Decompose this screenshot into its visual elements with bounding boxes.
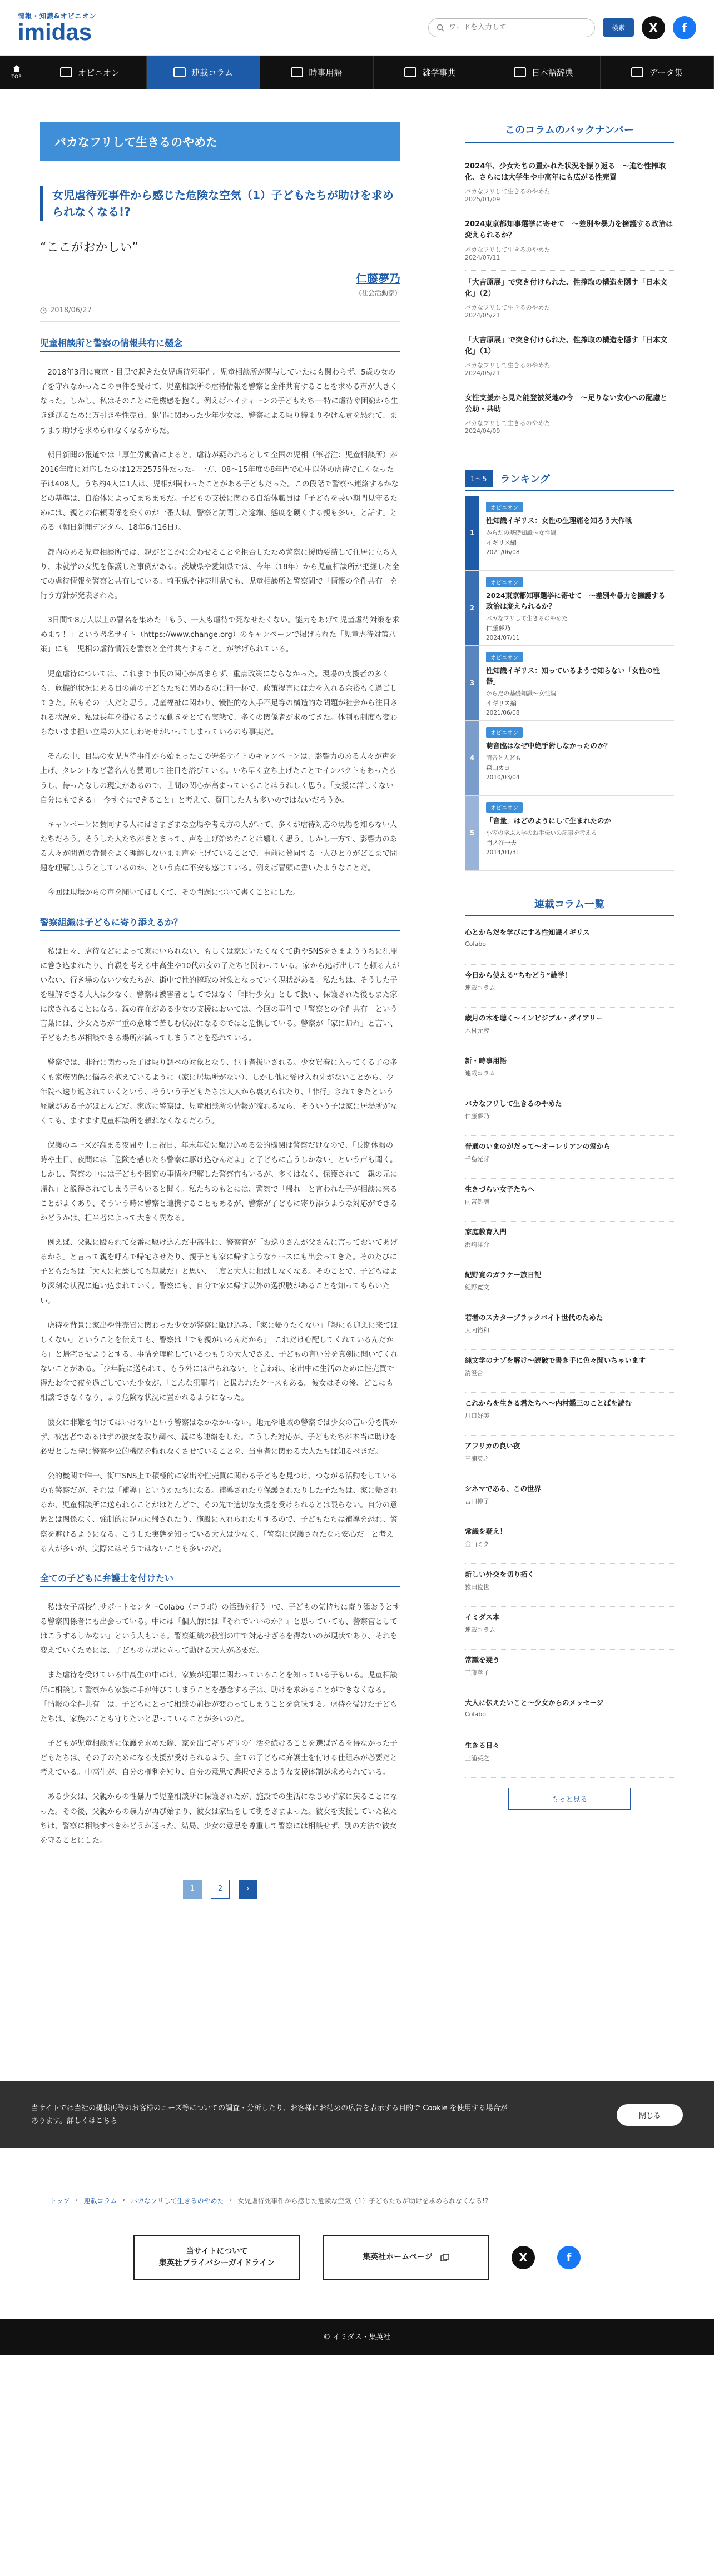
ranking-title: 性知識イギリス：女性の生理痛を知ろう大作戦 — [486, 516, 632, 525]
series-title: 普通のいまのがだって〜オーレリアンの窓から — [465, 1142, 611, 1151]
ranking-header — [465, 470, 674, 491]
data-icon — [631, 67, 643, 77]
series-author: 三浦英之 — [465, 1755, 489, 1762]
clock-icon — [40, 307, 47, 314]
ranking-body — [479, 646, 674, 720]
article-paragraph: そんな中、目黒の女児虐待事件から始まったこの署名サイトのキャンペーンは、影響力のある人々が声を上げ、タレントなど著名人も賛同して注目を浴びている。いち早く立ち上げたことでインパクトもあったろうし、待ったなしの現実があるので、世間の関心が高まっていることはうれしく思う。「支援に詳しくない自分にもできる」「今すぐにできること」と考えて、賛同した人も多いのではないだろうか。 — [40, 753, 397, 805]
article-paragraph: 2018年3月に東京・目黒で起きた女児虐待死事件。児童相談所が関与していたにも関わらず、5歳の女の子を守れなかったこの事件を受けて、児童相談所の虐待情報を警察と全件共有することを求める声が大きくなった。しかし、私はそのことに危機感を抱く。例えばハイティーンの子どもたち──特に虐待や困窮から生き延びるために万引きや性売買、犯罪に関わった少年少女は、警察による取り締まりやけん責を恐れて、ますます助けを求められなくなるからだ。 — [40, 368, 398, 435]
footer-facebook-icon[interactable]: f — [557, 2246, 581, 2269]
backnumber-title: 「大吉原展」で突き付けられた、性搾取の構造を隠す「日本文化」（1） — [465, 336, 668, 356]
breadcrumb-column[interactable]: 連載コラム — [83, 2196, 117, 2205]
series-author: Colabo — [465, 940, 486, 948]
series-title: 常識を疑う — [465, 1656, 500, 1665]
breadcrumb-separator: › — [122, 2195, 126, 2204]
article-paragraph: 私は日々、虐待などによって家にいられない、もしくは家にいたくなくて街やSNSをさまよううちに犯罪に巻き込まれたり、自殺を考える中高生や10代の女の子たちと関わっている。家から逃げ出しても頼る人がいない、行き場のない少女たちが、街中で性的搾取の対象となっていく現状がある。私たちは、そうした子を理解できる大人は少なく、警察は被害者としてではなく「非行少女」として扱い、保護された後もまた家に戻されることになる。親の存在がある少女の支援においては、今回の事件で「警察との全件共有」という言葉には、少女たちが二重の意味で苦しむ状況になるのではと危惧している。警察が「家に帰れ」と言い、子どもたちが相談できる場所が減ってしまうことを恐れている。 — [40, 947, 400, 1043]
series-title: 今日から使える“ちむどう”雑学！ — [465, 971, 572, 980]
series-list-item[interactable] — [465, 1008, 674, 1050]
ranking-date: 2021/06/08 — [486, 549, 520, 556]
article-paragraph: 子どもが児童相談所に保護を求めた際、家を出てギリギリの生活を続けることを選ばざるを得なかった子どもたちは、その子のためになる支援が受けられるよう、全ての子どもに弁護士を付ける仕組みが必要だと考えている。中高生が、自分の権利を知り、自分の意思で選択できるような支援体制が求められている。 — [40, 1739, 398, 1777]
ranking-series: バカなフリして生きるのやめた — [486, 615, 568, 622]
ranking-heading: ランキング — [500, 473, 551, 485]
article-paragraph: 例えば、父親に殴られて交番に駆け込んだ中高生に、警察官が「お巡りさんが父さんに言っておいてあげるから」と言って親を呼んで帰宅させたり、親子とも家に帰すようなケースにも出会ってきた。そのたびに子どもたちは「大人に相談しても無駄だ」と思い、二度と大人に相談しなくなる。そのことで、子どもはより深刻な状況に追い込まれていく。警察にも、自分で家に帰す以外の選択肢があることを知ってもらいたい。 — [40, 1239, 398, 1306]
ranking-author: 岡ノ谷一夫 — [486, 839, 517, 847]
series-list-item[interactable] — [465, 1436, 674, 1478]
series-title: 家庭教育入門 — [465, 1228, 507, 1237]
ranking-date: 2021/06/08 — [486, 709, 520, 716]
ranking-body — [479, 796, 674, 870]
ranking-series: からだの基礎知識〜女性編 — [486, 530, 556, 537]
backnumber-heading: このコラムのバックナンバー — [465, 122, 674, 143]
ranking-item[interactable] — [465, 496, 674, 571]
privacy-guideline-label: 当サイトについて 集英社プライバシーガイドライン — [158, 2246, 275, 2268]
series-title: 大人に伝えたいこと〜少女からのメッセージ — [465, 1698, 604, 1707]
article-paragraph: 今回は現場からの声を聞いてほしくて、その問題について書くことにした。 — [47, 889, 301, 898]
series-author: 連載コラム — [465, 984, 495, 992]
backnumber-date: 2024/04/09 — [465, 427, 500, 435]
shueisha-homepage-label: 集英社ホームページ — [363, 2253, 433, 2262]
ranking-author: イギリス編 — [486, 699, 517, 707]
nav-dictionary-label: 日本語辞典 — [531, 67, 573, 78]
backnumber-item[interactable] — [465, 212, 674, 270]
ranking-body — [479, 721, 674, 795]
series-title: 常識を疑え！ — [465, 1527, 507, 1536]
logo-text: imidas — [18, 19, 92, 45]
ranking-series: からだの基礎知識〜女性編 — [486, 690, 556, 697]
publish-date-text: 2018/06/27 — [50, 306, 92, 315]
article-paragraph: 児童虐待については、これまで市民の関心が高まらず、重点政策にならなかった。現場の支援者の多くも、危機的状況にある目の前の子どもたちに関わるのに精一杯で、政策提言には力を入れる余裕もく過ごしてきた。私もその一人だと思う。児童福祉に関わり、慢性的な人手不足等の構造的な問題が社会から注目される状況を、私は長年を掛けるような動きをとても実態で、多くの関係者が求めてきた。体制も制度も変わらないまま担い立場の人にしわ寄せがいってしまっているのも事実だ。 — [40, 670, 398, 737]
ranking-date: 2010/03/04 — [486, 774, 520, 781]
backnumber-item[interactable] — [465, 386, 674, 444]
ranking-date: 2014/01/31 — [486, 849, 520, 856]
series-list-item[interactable] — [465, 1735, 674, 1778]
backnumber-item[interactable] — [465, 155, 674, 212]
ranking-title: 2024東京都知事選挙に寄せて 〜差別や暴力を擁護する政治は変えられるか？ — [486, 591, 666, 611]
search-box — [428, 18, 595, 37]
page-body — [40, 89, 674, 1949]
backnumber-date: 2024/05/21 — [465, 311, 500, 319]
terms-icon — [291, 67, 303, 77]
more-button[interactable]: もっと見る — [508, 1788, 631, 1810]
article-paragraph: 警察では、非行に関わった子は取り調べの対象となり、犯罪者扱いされる。少女買春に入ってくる子の多くも家族関係に悩みを抱えているように（家に居場所がない）、しかし他に受け入れ先がないことから、少年院へ送り返されていくという、そういう子どもたちは大人から裏切られたり、「非行」されてきたという経験がある子がほとんどだ。家族に警察は、児童相談所の情報が流れるなら、そういう子は家に居場所がなくても、ますます児童相談所を頼れなくなるだろう。 — [40, 1059, 398, 1126]
series-list-item[interactable] — [465, 1607, 674, 1650]
global-nav — [0, 56, 714, 89]
article-paragraph: 私は女子高校生サポートセンターColabo（コラボ）の活動を行う中で、子どもの気持ちに寄り添おうとする警察関係者にも出会っている。中には「個人的には『それでいいのか？』と思っていても、警察官としてはこうするしかない」という人もいる。警察組織の役割の中で対応せざるを得ないのが現状であり、それを変えていくためには、子どもの立場に立って動ける大人が必要だ。 — [40, 1603, 400, 1656]
nav-trivia-label: 雑学事典 — [422, 67, 456, 78]
series-author: 川口好美 — [465, 1412, 489, 1420]
series-author: Colabo — [465, 1711, 486, 1718]
series-title: シネマである、この世界 — [465, 1484, 542, 1493]
series-list-item[interactable] — [465, 965, 674, 1008]
x-icon[interactable]: X — [642, 16, 665, 39]
author-block — [40, 270, 400, 297]
article-paragraph: キャンペーンに賛同する人にはさまざまな立場や考え方の人がいて、多くが虐待対応の現場を知らない人たちだろう。そうした人たちがまとまって、声を上げ始めたことは嬉しく思う。しかし一方で、影響力のある人々が問題の背景をよく理解しないまま声を上げていることで、事前に賛同する一人ひとりがどこまで問題を理解しようとしているのか、という点に不安も感じている。例えば冒頭に書いたようなことだ。 — [40, 820, 398, 873]
search-icon — [437, 24, 444, 32]
backnumber-date: 2024/05/21 — [465, 370, 500, 377]
ranking-series: 小笠の学ぶ入学のお手伝いの記事を考える — [486, 830, 597, 837]
ranking-list — [465, 496, 674, 871]
series-list-item[interactable] — [465, 1093, 674, 1136]
ranking-body — [479, 496, 674, 570]
breadcrumb-current: 女児虐待死事件から感じた危険な空気（1）子どもたちが助けを求められなくなる!? — [237, 2196, 489, 2205]
ranking-tag: オピニオン — [486, 502, 523, 512]
copyright: © イミダス・集英社 — [0, 2319, 714, 2355]
series-title: 生きづらい女子たちへ — [465, 1185, 535, 1194]
series-author: 仁藤夢乃 — [465, 1113, 489, 1120]
backnumber-series: バカなフリして生きるのやめた — [465, 303, 551, 311]
series-list-item[interactable] — [465, 1521, 674, 1564]
ranking-number: 2 — [465, 571, 479, 645]
series-title: 歳月の木を聴く〜インビジブル・ダイアリー — [465, 1014, 603, 1023]
column-icon — [173, 67, 186, 77]
series-author: 大内裕和 — [465, 1327, 489, 1334]
ranking-tag: オピニオン — [486, 652, 523, 662]
series-list-item[interactable] — [465, 1136, 674, 1179]
cookie-close-button[interactable]: 閉じる — [617, 2104, 683, 2126]
ranking-number: 4 — [465, 721, 479, 795]
series-list-item[interactable] — [465, 1393, 674, 1436]
search-button[interactable]: 検索 — [603, 18, 634, 37]
series-title: 心とからだを学びにする性知識イギリス — [465, 928, 590, 937]
site-logo[interactable] — [18, 11, 96, 44]
publish-date — [40, 306, 400, 322]
article-paragraph: 3日間で8万人以上の署名を集めた「もう、一人も虐待で死なせたくない。能力をあげて児童虐待対策を求めます！」という署名サイト（https://www.change.org）のキャンペーンで掲げられた「児童虐待対策八策」にも「児相の虐待情報を警察と全件共有すること」が挙げられている。 — [40, 616, 400, 654]
backnumber-item[interactable] — [465, 271, 674, 328]
series-list-heading: 連載コラム一覧 — [465, 896, 674, 916]
trivia-icon — [404, 67, 416, 77]
article-paragraph: 保護のニーズが高まる夜間や土日祝日、年末年始に駆け込める公的機関は警察だけなので、「長期休暇の時や土日、夜間には「危険を感じたら警察に駆け込むんだよ」と子どもに言うしかない」という声も聞く。しかし、警察の中には子どもや困窮の事情を理解した警察官もいるが、多くはなく、保護されて「親の元に帰れ」と説得されてしまう子もいると聞く。私たちのもとには、警察で「帰れ」と言われた子が相談に来ることがよくあり、そういう時に警察と連携することもあるが、警察が子どもに寄り添うような対応ができるかどうかは、担当者によって大きく異なる。 — [40, 1142, 398, 1223]
series-banner[interactable]: バカなフリして生きるのやめた — [40, 122, 400, 161]
cookie-policy-link[interactable]: こちら — [95, 2117, 117, 2125]
series-author: 猿田佐世 — [465, 1583, 489, 1591]
ranking-author: 森山カヨ — [486, 764, 510, 772]
article-main — [40, 122, 400, 1949]
ranking-title: 萌音臨はなぜ中絶手術しなかったのか？ — [486, 741, 612, 750]
article-paragraph: 彼女に非難を向けてはいけないという警察はなかなかいない。地元や地域の警察では少女の言い分を聞かず、被害者であるはずの彼女を取り調べ、親にも連絡をした。こうした対応が、子どもたちが本当に助けを必要とした時に警察や公的機関を頼れなくさせていることを、当事者に関わる大人たちは知るべきだ。 — [40, 1418, 398, 1456]
series-list-item[interactable] — [465, 922, 674, 965]
article-paragraph: 朝日新聞の報道では「厚生労働省によると、虐待が疑われるとして全国の児相（筆者注：児童相談所）が2016年度に対応したのは12万2575件だった。一方、08〜15年度の8年間で心中以外の虐待で亡くなった子は408人。うち約4人に1人は、児相が関わったことがある子どもだった。この段階で警察へ連絡するかなどの基準は、自治体によってまちまちだ。子どもの支援に関わる自治体職員は「子どもを長い期間見守るためには、親との信頼関係を築くのが一番大切。警察と訪問した途端、態度を硬くする親も多い」と話す」とある（朝日新聞デジタル、18年6月16日）。 — [40, 451, 399, 532]
author-affiliation: (社会活動家) — [359, 289, 398, 297]
author-name[interactable]: 仁藤夢乃 — [356, 272, 400, 285]
article-paragraph: また虐待を受けている中高生の中には、家族が犯罪に関わっていることを知っている子もいる。児童相談所に相談して警察から家族に手が伸びてしまうことを懸念する子は、助けを求めることができなくなる。「情報の全件共有」は、子どもにとって相談の前提が変わってしまうことを意味する。虐待を受けた子どもたちは、家族のことも守りたいと思っていることが多いのだ。 — [40, 1671, 398, 1723]
series-title: 新・時事用語 — [465, 1057, 507, 1065]
footer-x-icon[interactable]: X — [512, 2246, 535, 2269]
nav-data[interactable] — [601, 56, 714, 89]
ranking-body — [479, 571, 674, 645]
ranking-series: 萌音と人ども — [486, 755, 521, 762]
backnumber-series: バカなフリして生きるのやめた — [465, 246, 551, 253]
ranking-number: 3 — [465, 646, 479, 720]
search-input[interactable] — [449, 23, 587, 32]
series-title: 新しい外交を切り拓く — [465, 1570, 535, 1579]
ranking-number: 5 — [465, 796, 479, 870]
series-title: これからを生きる君たちへ〜内村鑑三のことばを読む — [465, 1399, 632, 1408]
backnumber-title: 女性支援から見た能登被災地の今 〜足りない安心への配慮と公助・共助 — [465, 394, 668, 414]
page-1[interactable]: 1 — [183, 1880, 202, 1899]
home-icon — [12, 64, 21, 72]
series-title: アフリカの良い夜 — [465, 1442, 520, 1451]
series-author: 工藤孝子 — [465, 1669, 489, 1677]
series-author: 連載コラム — [465, 1626, 495, 1634]
nav-top-label: TOP — [11, 74, 22, 80]
ranking-tag: オピニオン — [486, 727, 523, 738]
ranking-tag: オピニオン — [486, 802, 523, 813]
pagination — [40, 1880, 400, 1899]
backnumber-series: バカなフリして生きるのやめた — [465, 362, 551, 370]
series-list-item[interactable] — [465, 1350, 674, 1393]
ranking-title: 性知識イギリス：知っているようで知らない「女性の性器」 — [486, 666, 660, 686]
series-author: 雨宮処凛 — [465, 1198, 489, 1206]
nav-dictionary[interactable] — [487, 56, 601, 89]
opinion-icon — [60, 67, 72, 77]
section-heading: 警察組織は子どもに寄り添えるか？ — [40, 915, 400, 931]
backnumber-list — [465, 155, 674, 444]
breadcrumb-separator: › — [229, 2195, 232, 2204]
ranking-item[interactable] — [465, 796, 674, 871]
series-title: 若者のスカターブラックバイト世代のためた — [465, 1313, 603, 1322]
ranking-number: 1 — [465, 496, 479, 570]
sidebar — [465, 122, 674, 1949]
article-paragraph: 公的機関で唯一、街中SNS上で積極的に家出や性売買に関わる子どもを見つけ、つながる活動をしているのも警察だが、それは「補導」というかたちになる。補導されたり保護されたりした子たちは、家に帰されるか、児童相談所に送られることがほとんどで、その先で適切な支援を受けられるとは限らない。自分の意思とは関係なく、強制的に親元に帰されたり、施設に入れられたりするので、子どもたちは補導を恐れ、警察を避けるようになる。こうした実態を知っている大人は少なく、「警察に保護されたなら安心だ」と考える人が多いが、実際にはそうではないことも多いのだ。 — [40, 1472, 398, 1553]
nav-column-label: 連載コラム — [191, 67, 233, 78]
nav-opinion-label: オピニオン — [77, 67, 120, 78]
series-list-item[interactable] — [465, 1478, 674, 1521]
ranking-author: イギリス編 — [486, 539, 517, 547]
article-subtitle: “ここがおかしい” — [40, 241, 138, 255]
series-list-item[interactable] — [465, 1307, 674, 1350]
backnumber-series: バカなフリして生きるのやめた — [465, 188, 551, 196]
backnumber-title: 2024東京都知事選挙に寄せて 〜差別や暴力を擁護する政治は変えられるか？ — [465, 220, 673, 240]
backnumber-series: バカなフリして生きるのやめた — [465, 420, 551, 427]
nav-top[interactable] — [0, 56, 33, 89]
series-author: 三浦英之 — [465, 1455, 489, 1463]
nav-terms-label: 時事用語 — [309, 67, 343, 78]
ranking-tag: オピニオン — [486, 577, 523, 587]
series-author: 木村元彦 — [465, 1027, 489, 1035]
series-list-item[interactable] — [465, 1264, 674, 1307]
next-page-button[interactable]: › — [239, 1880, 257, 1899]
series-list-item[interactable] — [465, 1050, 674, 1093]
series-author: 連載コラム — [465, 1070, 495, 1078]
backnumber-item[interactable] — [465, 328, 674, 386]
nav-trivia[interactable] — [374, 56, 487, 89]
series-author: 金山ミク — [465, 1541, 489, 1548]
nav-column[interactable] — [147, 56, 260, 89]
ranking-author: 仁藤夢乃 — [486, 624, 510, 632]
page-2[interactable]: 2 — [211, 1880, 230, 1899]
footer-links — [0, 2213, 714, 2319]
nav-current-terms[interactable] — [260, 56, 374, 89]
facebook-icon[interactable]: f — [673, 16, 696, 39]
series-author: 吉田伸子 — [465, 1498, 489, 1506]
series-list-item[interactable] — [465, 1692, 674, 1735]
shueisha-homepage-button[interactable] — [323, 2235, 489, 2280]
nav-opinion[interactable] — [33, 56, 147, 89]
cookie-banner — [0, 2081, 714, 2148]
series-author: 清澄舎 — [465, 1369, 483, 1377]
cookie-message: 当サイトでは当社の提供再等のお客様のニーズ等についての調査・分析したり、お客様にお勧めの広告を表示する目的で Cookie を使用する場合があります。詳しくは — [31, 2104, 508, 2125]
section-heading: 児童相談所と警察の情報共有に懸念 — [40, 336, 400, 352]
series-title: バカなフリして生きるのやめた — [465, 1099, 562, 1108]
ranking-tab[interactable]: 1〜5 — [465, 470, 493, 487]
breadcrumb-series[interactable]: バカなフリして生きるのやめた — [131, 2196, 224, 2205]
series-list-item[interactable] — [465, 1179, 674, 1222]
series-author: 紀野寛文 — [465, 1284, 489, 1292]
series-list-item[interactable] — [465, 1650, 674, 1692]
ranking-date: 2024/07/11 — [486, 634, 520, 641]
breadcrumb-top[interactable]: トップ — [50, 2196, 70, 2205]
backnumber-date: 2024/07/11 — [465, 253, 500, 261]
ranking-item[interactable] — [465, 721, 674, 796]
site-header — [0, 0, 714, 56]
external-link-icon — [440, 2254, 449, 2261]
backnumber-title: 2024年、少女たちの置かれた状況を振り返る 〜進む性搾取化、さらには大学生や中高年にも広がる性売買 — [465, 162, 666, 182]
header-actions — [428, 16, 696, 39]
nav-data-label: データ集 — [649, 67, 683, 78]
article-title: 女児虐待死事件から感じた危険な空気（1）子どもたちが助けを求められなくなる!? — [40, 186, 400, 221]
dictionary-icon — [514, 67, 526, 77]
series-list — [465, 922, 674, 1778]
series-list-item[interactable] — [465, 1564, 674, 1607]
breadcrumb-separator: › — [75, 2195, 78, 2204]
logo-tagline: 情報・知識&オピニオン — [18, 12, 97, 20]
series-title: 純文学のナゾを解け〜読破で書き手に色々聞いちゃいます — [465, 1356, 646, 1365]
series-author: 浜崎洋介 — [465, 1241, 489, 1249]
backnumber-title: 「大吉原展」で突き付けられた、性搾取の構造を隠す「日本文化」（2） — [465, 278, 668, 298]
series-title: 生きる日々 — [465, 1741, 500, 1750]
ranking-item[interactable] — [465, 646, 674, 721]
series-list-item[interactable] — [465, 1222, 674, 1264]
series-title: イミダス本 — [465, 1613, 500, 1622]
ranking-title: 「音量」はどのようにして生まれたのか — [486, 816, 612, 825]
article-body — [40, 336, 400, 1848]
series-author: 千島光芽 — [465, 1155, 489, 1163]
cookie-text — [31, 2102, 509, 2128]
article-paragraph: ある少女は、父親からの性暴力で児童相談所に保護されたが、施設での生活になじめず家に戻ることになった。その後、父親からの暴力が再び始まり、彼女は家出をして街をさまよった。彼女を支援していた私たちは、警察に相談すべきかどうか迷った。結局、少女の意思を尊重して警察には相談せず、別の方法で彼女を守ることにした。 — [40, 1793, 398, 1845]
series-title: 紀野寛のガラケー旅日記 — [465, 1270, 542, 1279]
backnumber-date: 2025/01/09 — [465, 196, 500, 203]
article-paragraph: 虐待を背景に家出や性売買に関わった少女が警察に駆け込み、「家に帰りたくない」「親にも迎えに来てほしくない」ということを伝えても、警察は「でも親がいるんだから」「これだけ心配してくれているんだから」と帰宅させようとする。事情を理解しているつもりの大人でさえ、子どもの言い分を真剣に聞いてくれないことがある。「少年院に送られて、もう外には出られない」と言われ、家出中に生活のために性売買で得たお金で夜を過ごしていた少女が、「こんな犯罪者」と扱われたケースもある。彼女はその後、どこにも相談できなくなり、より危険な状況に置かれるようになった。 — [40, 1321, 398, 1403]
privacy-guideline-button[interactable] — [133, 2235, 300, 2280]
section-heading: 全ての子どもに弁護士を付けたい — [40, 1571, 400, 1587]
breadcrumb — [0, 2188, 714, 2213]
article-paragraph: 都内のある児童相談所では、親がどこかに会わせることを拒否したため警察に援助要請して住居に立ち入り、未就学の女児を保護した事例がある。茨城県や愛知県では、今年（18年）から児童相談所が把握した全ての虐待情報を警察と共有している。埼玉県や神奈川県でも、児童相談所と警察間で「情報の全件共有」を行う方針が発表された。 — [40, 548, 400, 600]
ranking-item[interactable] — [465, 571, 674, 646]
